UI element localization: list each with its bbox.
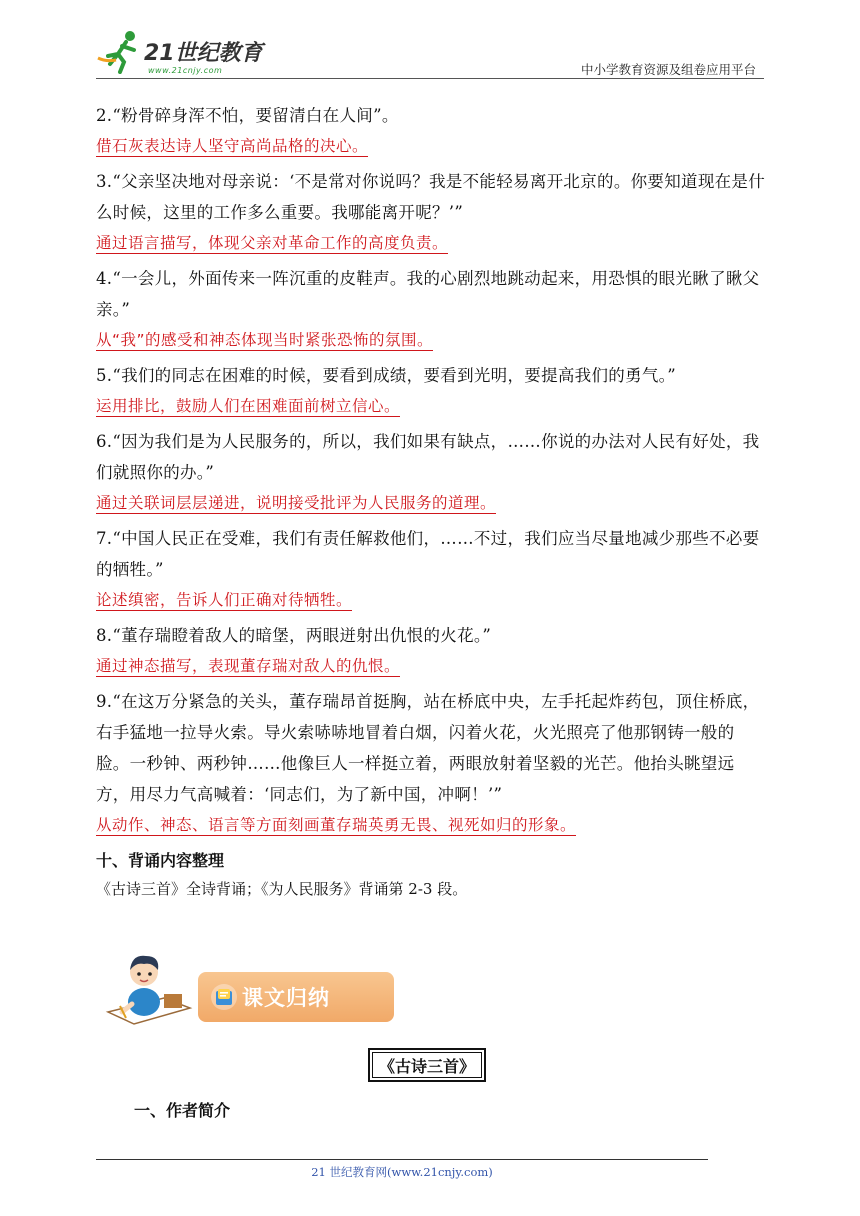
section-10-text: 《古诗三首》全诗背诵；《为人民服务》背诵第 2-3 段。 — [96, 880, 468, 898]
lesson-summary-banner — [104, 950, 404, 1030]
poem-section-title: 《古诗三首》 — [372, 1052, 482, 1078]
logo-url: www.21cnjy.com — [148, 66, 223, 75]
poem-section-box — [368, 1048, 486, 1082]
main-content — [96, 100, 766, 903]
question-4: 4.“一会儿，外面传来一阵沉重的皮鞋声。我的心剧烈地跳动起来，用恐惧的眼光瞅了瞅父亲。” — [96, 269, 760, 319]
answer-4: 从“我”的感受和神态体现当时紧张恐怖的氛围。 — [96, 331, 434, 349]
answer-9: 从动作、神态、语言等方面刻画董存瑞英勇无畏、视死如归的形象。 — [96, 816, 577, 834]
question-8: 8.“董存瑞瞪着敌人的暗堡，两眼迸射出仇恨的火花。” — [96, 626, 492, 645]
question-5: 5.“我们的同志在困难的时候，要看到成绩，要看到光明，要提高我们的勇气。” — [96, 366, 676, 385]
platform-name: 中小学教育资源及组卷应用平台 — [580, 62, 756, 77]
lesson-summary-label-box — [198, 972, 394, 1022]
logo-text: 21世纪教育 — [144, 41, 263, 66]
question-7: 7.“中国人民正在受难，我们有责任解救他们，……不过，我们应当尽量地减少那些不必要的牺牲。” — [96, 529, 760, 579]
question-2: 2.“粉骨碎身浑不怕，要留清白在人间”。 — [96, 106, 399, 125]
question-6: 6.“因为我们是为人民服务的，所以，我们如果有缺点，……你说的办法对人民有好处，我们就照你的办。” — [96, 432, 760, 482]
answer-5: 运用排比，鼓励人们在困难面前树立信心。 — [96, 397, 401, 415]
answer-6: 通过关联词层层递进，说明接受批评为人民服务的道理。 — [96, 494, 497, 512]
page-header — [96, 26, 764, 84]
notebook-chat-icon — [210, 983, 238, 1011]
question-3: 3.“父亲坚决地对母亲说：‘不是常对你说吗？我是不能轻易离开北京的。你要知道现在是什么时候，这里的工作多么重要。我哪能离开呢？’” — [96, 172, 766, 222]
answer-3: 通过语言描写，体现父亲对革命工作的高度负责。 — [96, 234, 449, 252]
footer-text: 21 世纪教育网(www.21cnjy.com) — [311, 1165, 493, 1179]
header-divider — [96, 78, 764, 79]
answer-8: 通过神态描写，表现董存瑞对敌人的仇恨。 — [96, 657, 401, 675]
student-writing-icon — [104, 950, 196, 1028]
author-intro-heading: 一、作者简介 — [134, 1101, 231, 1120]
section-10-title: 十、背诵内容整理 — [96, 851, 225, 870]
lesson-summary-label: 课文归纳 — [242, 986, 330, 1010]
answer-7: 论述缜密，告诉人们正确对待牺牲。 — [96, 591, 353, 609]
question-9: 9.“在这万分紧急的关头，董存瑞昂首挺胸，站在桥底中央，左手托起炸药包，顶住桥底，右手猛地一拉导火索。导火索哧哧地冒着白烟，闪着火花，火光照亮了他那钢铸一般的脸。一秒钟、两秒钟……他像巨人一样挺立着，两眼放射着坚毅的光芒。他抬头眺望远方，用尽力气高喊着：‘同志们，为了新中国，冲啊！’” — [96, 692, 760, 804]
runner-logo-icon — [96, 28, 146, 74]
answer-2: 借石灰表达诗人坚守高尚品格的决心。 — [96, 137, 369, 155]
site-logo — [96, 26, 266, 78]
footer-divider — [96, 1159, 708, 1160]
